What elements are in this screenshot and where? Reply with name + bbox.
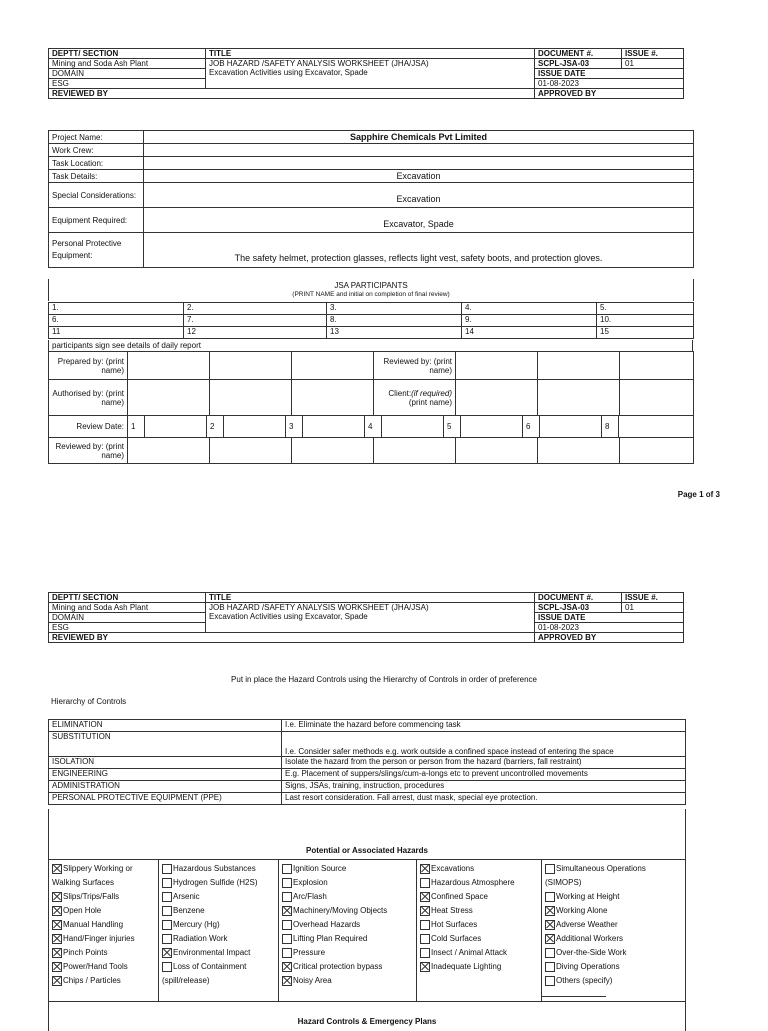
hazard-col-5 xyxy=(542,860,686,1002)
empty-checkbox-icon[interactable] xyxy=(420,934,430,944)
doc-value: SCPL-JSA-03 xyxy=(535,59,622,69)
hazard-label: Cold Surfaces xyxy=(431,934,482,943)
participant-cell[interactable]: 9. xyxy=(462,315,597,327)
reviewed2-table xyxy=(48,437,694,464)
hazard-item xyxy=(52,974,155,988)
prepared-by-cell-2[interactable] xyxy=(210,352,292,380)
hierarchy-desc: Isolate the hazard from the person or person from the hazard (barriers, fall restraint) xyxy=(282,757,686,769)
review-number: 1 xyxy=(128,416,145,438)
checked-checkbox-icon[interactable] xyxy=(545,934,555,944)
checked-checkbox-icon[interactable] xyxy=(52,906,62,916)
approved-by-label: APPROVED BY xyxy=(535,89,684,99)
domain-label-2: DOMAIN xyxy=(49,613,206,623)
hierarchy-name: ADMINISTRATION xyxy=(49,781,282,793)
reviewed-by-cell-3[interactable] xyxy=(620,352,694,380)
hazard-label: Chips / Particles xyxy=(63,976,121,985)
controls-title: Hazard Controls & Emergency Plans xyxy=(297,1017,437,1026)
hazard-item xyxy=(162,904,275,918)
hazard-item xyxy=(282,918,413,932)
hazard-label: Hydrogen Sulfide (H2S) xyxy=(173,878,258,887)
prepared-by-label: Prepared by: (print name) xyxy=(49,352,128,380)
hazard-label: Mercury (Hg) xyxy=(173,920,220,929)
hazard-label: Slips/Trips/Falls xyxy=(63,892,120,901)
hazard-label: Heat Stress xyxy=(431,906,473,915)
reviewed2-cell-7[interactable] xyxy=(620,438,694,464)
issue-label: ISSUE #. xyxy=(622,49,684,59)
empty-checkbox-icon[interactable] xyxy=(545,962,555,972)
hazard-label: Excavations xyxy=(431,864,475,873)
doc-label-2: DOCUMENT #. xyxy=(535,593,622,603)
hazard-col-3 xyxy=(279,860,417,1002)
prepared-by-cell-3[interactable] xyxy=(292,352,374,380)
hazard-item xyxy=(282,960,413,974)
hazard-item xyxy=(162,918,275,932)
review-number: 4 xyxy=(365,416,382,438)
empty-checkbox-icon[interactable] xyxy=(545,864,555,874)
hazard-item xyxy=(52,918,155,932)
empty-checkbox-icon[interactable] xyxy=(282,892,292,902)
hazard-label: Open Hole xyxy=(63,906,102,915)
empty-checkbox-icon[interactable] xyxy=(162,878,172,888)
checked-checkbox-icon[interactable] xyxy=(52,934,62,944)
hazard-item xyxy=(420,904,538,918)
hazard-item xyxy=(545,862,682,876)
hierarchy-name: PERSONAL PROTECTIVE EQUIPMENT (PPE) xyxy=(49,793,282,805)
hazard-label: (SIMOPS) xyxy=(545,878,582,887)
review-date-cell[interactable] xyxy=(303,416,365,438)
domain-value-2: ESG xyxy=(49,623,206,633)
participant-cell[interactable]: 4. xyxy=(462,303,597,315)
hierarchy-desc: I.e. Eliminate the hazard before commencing task xyxy=(282,720,686,732)
hazard-item xyxy=(52,890,155,904)
dept-label-2: DEPTT/ SECTION xyxy=(49,593,206,603)
empty-checkbox-icon[interactable] xyxy=(545,948,555,958)
empty-checkbox-icon[interactable] xyxy=(420,878,430,888)
hazard-item xyxy=(282,862,413,876)
hazard-label: Ignition Source xyxy=(293,864,347,873)
hazard-item xyxy=(282,946,413,960)
hazard-label: Confined Space xyxy=(431,892,488,901)
authorised-cell-2[interactable] xyxy=(210,380,292,416)
reviewed-by-sign-label: Reviewed by: (print name) xyxy=(374,352,456,380)
hazard-label: Over-the-Side Work xyxy=(556,948,627,957)
hazard-item xyxy=(162,974,275,988)
empty-checkbox-icon[interactable] xyxy=(282,878,292,888)
review-date-table xyxy=(48,415,694,438)
hierarchy-name: ISOLATION xyxy=(49,757,282,769)
reviewed2-cell-5[interactable] xyxy=(456,438,538,464)
hazard-item xyxy=(52,904,155,918)
issue-label-2: ISSUE #. xyxy=(622,593,684,603)
approved-by-label-2: APPROVED BY xyxy=(535,633,684,643)
participants-table xyxy=(48,302,694,339)
issue-value: 01 xyxy=(622,59,684,69)
hazard-item xyxy=(162,890,275,904)
project-table xyxy=(48,130,694,268)
issue-date-value-2: 01-08-2023 xyxy=(535,623,684,633)
participant-cell[interactable]: 8. xyxy=(327,315,462,327)
project-name-value[interactable]: Sapphire Chemicals Pvt Limited xyxy=(144,131,694,144)
task-details-label: Task Details: xyxy=(49,170,144,183)
empty-checkbox-icon[interactable] xyxy=(162,864,172,874)
hazard-label: Benzene xyxy=(173,906,205,915)
empty-checkbox-icon[interactable] xyxy=(162,934,172,944)
dept-value-2: Mining and Soda Ash Plant xyxy=(49,603,206,613)
participant-cell[interactable]: 7. xyxy=(184,315,327,327)
hazard-label: Others (specify) xyxy=(556,976,613,985)
hazard-item xyxy=(545,974,682,988)
issue-date-label: ISSUE DATE xyxy=(535,69,684,79)
hazard-item xyxy=(545,932,682,946)
checked-checkbox-icon[interactable] xyxy=(52,948,62,958)
empty-checkbox-icon[interactable] xyxy=(282,920,292,930)
hazard-item xyxy=(282,974,413,988)
hazard-item xyxy=(162,946,275,960)
hazard-label: Hot Surfaces xyxy=(431,920,478,929)
checked-checkbox-icon[interactable] xyxy=(282,962,292,972)
task-location-value[interactable] xyxy=(144,157,694,170)
hierarchy-heading: Hierarchy of Controls xyxy=(51,697,127,706)
hazard-label: Critical protection bypass xyxy=(293,962,383,971)
checked-checkbox-icon[interactable] xyxy=(420,962,430,972)
hazard-item xyxy=(282,890,413,904)
participant-cell[interactable]: 6. xyxy=(49,315,184,327)
project-name-label: Project Name: xyxy=(49,131,144,144)
review-number: 8 xyxy=(602,416,619,438)
issue-value-2: 01 xyxy=(622,603,684,613)
review-date-label: Review Date: xyxy=(49,416,128,438)
domain-value: ESG xyxy=(49,79,206,89)
authorised-cell-3[interactable] xyxy=(292,380,374,416)
participant-cell[interactable]: 14 xyxy=(462,327,597,339)
hierarchy-name: ELIMINATION xyxy=(49,720,282,732)
hazard-item xyxy=(545,960,682,974)
reviewed2-cell-3[interactable] xyxy=(292,438,374,464)
checked-checkbox-icon[interactable] xyxy=(545,920,555,930)
equipment-label: Equipment Required: xyxy=(49,208,144,233)
hazard-label: Slippery Working or xyxy=(63,864,133,873)
hazard-label: Overhead Hazards xyxy=(293,920,361,929)
checked-checkbox-icon[interactable] xyxy=(282,906,292,916)
empty-checkbox-icon[interactable] xyxy=(282,948,292,958)
participant-cell[interactable]: 10. xyxy=(597,315,694,327)
hazard-label: Explosion xyxy=(293,878,328,887)
hazards-table xyxy=(48,859,686,1002)
hazard-label: Walking Surfaces xyxy=(52,878,114,887)
hazard-label: Environmental Impact xyxy=(173,948,251,957)
review-date-cell[interactable] xyxy=(145,416,207,438)
special-considerations-label: Special Considerations: xyxy=(49,183,144,208)
hierarchy-desc: E.g. Placement of suppers/slings/cum-a-longs etc to prevent uncontrolled movements xyxy=(282,769,686,781)
checked-checkbox-icon[interactable] xyxy=(282,976,292,986)
hazard-label: Diving Operations xyxy=(556,962,620,971)
review-number: 2 xyxy=(207,416,224,438)
hierarchy-instruction: Put in place the Hazard Controls using the Hierarchy of Controls in order of preference xyxy=(231,675,537,684)
hazard-item xyxy=(420,890,538,904)
header-table-2 xyxy=(48,592,684,643)
hierarchy-table xyxy=(48,719,686,805)
review-number: 6 xyxy=(523,416,540,438)
reviewed-by-label-2: REVIEWED BY xyxy=(49,633,535,643)
hazard-label: Hazardous Atmosphere xyxy=(431,878,515,887)
hazard-col-2 xyxy=(159,860,279,1002)
checked-checkbox-icon[interactable] xyxy=(52,920,62,930)
domain-label: DOMAIN xyxy=(49,69,206,79)
hazard-item xyxy=(162,960,275,974)
hazard-item xyxy=(282,932,413,946)
reviewed2-label: Reviewed by: (print name) xyxy=(49,438,128,464)
reviewed2-cell-1[interactable] xyxy=(128,438,210,464)
equipment-value[interactable]: Excavator, Spade xyxy=(144,208,694,233)
hazard-label: Working Alone xyxy=(556,906,608,915)
participant-cell[interactable]: 11 xyxy=(49,327,184,339)
hazard-item xyxy=(52,960,155,974)
client-cell-2[interactable] xyxy=(538,380,620,416)
reviewed-by-cell-1[interactable] xyxy=(456,352,538,380)
review-date-cell[interactable] xyxy=(224,416,286,438)
client-cell-3[interactable] xyxy=(620,380,694,416)
signoff-table xyxy=(48,351,694,416)
hazard-label: Adverse Weather xyxy=(556,920,618,929)
task-details-value[interactable]: Excavation xyxy=(144,170,694,183)
empty-checkbox-icon[interactable] xyxy=(162,892,172,902)
reviewed-by-label: REVIEWED BY xyxy=(49,89,535,99)
hazard-item xyxy=(545,946,682,960)
authorised-by-label: Authorised by: (print name) xyxy=(49,380,128,416)
participants-title: JSA PARTICIPANTS xyxy=(334,281,408,290)
others-underline xyxy=(542,996,606,997)
hazard-label: Insect / Animal Attack xyxy=(431,948,508,957)
checked-checkbox-icon[interactable] xyxy=(420,864,430,874)
issue-date-value: 01-08-2023 xyxy=(535,79,684,89)
hazard-label: Lifting Plan Required xyxy=(293,934,368,943)
hazard-item xyxy=(545,918,682,932)
hazard-item xyxy=(52,932,155,946)
review-date-cell[interactable] xyxy=(540,416,602,438)
work-crew-label: Work Crew: xyxy=(49,144,144,157)
hazard-label: Manual Handling xyxy=(63,920,124,929)
dept-value: Mining and Soda Ash Plant xyxy=(49,59,206,69)
title-value-2: JOB HAZARD /SAFETY ANALYSIS WORKSHEET (JHA/JSA) Excavation Activities using Excavator, Spade xyxy=(206,603,535,633)
reviewed2-cell-6[interactable] xyxy=(538,438,620,464)
hazard-item xyxy=(545,890,682,904)
hierarchy-name: ENGINEERING xyxy=(49,769,282,781)
checked-checkbox-icon[interactable] xyxy=(52,962,62,972)
hazard-label: Hazardous Substances xyxy=(173,864,256,873)
doc-value-2: SCPL-JSA-03 xyxy=(535,603,622,613)
header-table-1 xyxy=(48,48,684,99)
participants-heading xyxy=(48,279,694,301)
empty-checkbox-icon[interactable] xyxy=(162,962,172,972)
hazard-item xyxy=(162,862,275,876)
authorised-cell-1[interactable] xyxy=(128,380,210,416)
hazard-item xyxy=(420,946,538,960)
checked-checkbox-icon[interactable] xyxy=(162,948,172,958)
hazard-item xyxy=(52,876,155,890)
reviewed2-cell-2[interactable] xyxy=(210,438,292,464)
hierarchy-desc: I.e. Consider safer methods e.g. work outside a confined space instead of entering the space xyxy=(282,732,686,757)
hazard-label: Additional Workers xyxy=(556,934,623,943)
ppe-value[interactable]: The safety helmet, protection glasses, reflects light vest, safety boots, and protection gloves. xyxy=(144,233,694,268)
review-number: 3 xyxy=(286,416,303,438)
hazard-item xyxy=(545,904,682,918)
hierarchy-desc: Last resort consideration. Fall arrest, dust mask, special eye protection. xyxy=(282,793,686,805)
checked-checkbox-icon[interactable] xyxy=(52,892,62,902)
hazard-item xyxy=(545,876,682,890)
review-number: 5 xyxy=(444,416,461,438)
title-value: JOB HAZARD /SAFETY ANALYSIS WORKSHEET (JHA/JSA) Excavation Activities using Excavator, Spade xyxy=(206,59,535,89)
hazard-item xyxy=(420,862,538,876)
hazard-item xyxy=(162,876,275,890)
hazard-label: Radiation Work xyxy=(173,934,228,943)
hazard-item xyxy=(420,932,538,946)
hazard-label: Pressure xyxy=(293,948,326,957)
task-location-label: Task Location: xyxy=(49,157,144,170)
reviewed-by-cell-2[interactable] xyxy=(538,352,620,380)
hierarchy-desc: Signs, JSAs, training, instruction, procedures xyxy=(282,781,686,793)
controls-box xyxy=(48,1001,686,1031)
hazards-box xyxy=(48,809,686,859)
reviewed2-cell-4[interactable] xyxy=(374,438,456,464)
hazard-item xyxy=(420,876,538,890)
hazard-item xyxy=(52,862,155,876)
hazard-label: Hand/Finger injuries xyxy=(63,934,135,943)
hazard-col-1 xyxy=(49,860,159,1002)
issue-date-label-2: ISSUE DATE xyxy=(535,613,684,623)
participant-cell[interactable]: 2. xyxy=(184,303,327,315)
hazard-item xyxy=(420,960,538,974)
prepared-by-cell-1[interactable] xyxy=(128,352,210,380)
participant-cell[interactable]: 12 xyxy=(184,327,327,339)
participants-note: participants sign see details of daily report xyxy=(48,340,693,351)
hazard-label: Power/Hand Tools xyxy=(63,962,128,971)
review-date-cell[interactable] xyxy=(382,416,444,438)
empty-checkbox-icon[interactable] xyxy=(420,920,430,930)
participant-cell[interactable]: 3. xyxy=(327,303,462,315)
hazard-label: Loss of Containment xyxy=(173,962,247,971)
hierarchy-name: SUBSTITUTION xyxy=(49,732,282,757)
empty-checkbox-icon[interactable] xyxy=(282,864,292,874)
doc-label: DOCUMENT #. xyxy=(535,49,622,59)
title-label: TITLE xyxy=(206,49,535,59)
hazard-label: Arsenic xyxy=(173,892,200,901)
checked-checkbox-icon[interactable] xyxy=(420,906,430,916)
hazard-label: Arc/Flash xyxy=(293,892,327,901)
participant-cell[interactable]: 5. xyxy=(597,303,694,315)
empty-checkbox-icon[interactable] xyxy=(162,920,172,930)
hazard-item xyxy=(282,876,413,890)
checked-checkbox-icon[interactable] xyxy=(52,976,62,986)
client-cell-1[interactable] xyxy=(456,380,538,416)
hazard-item xyxy=(162,932,275,946)
review-date-cell[interactable] xyxy=(461,416,523,438)
empty-checkbox-icon[interactable] xyxy=(162,906,172,916)
title-label-2: TITLE xyxy=(206,593,535,603)
ppe-label: Personal Protective Equipment: xyxy=(49,233,144,268)
checked-checkbox-icon[interactable] xyxy=(52,864,62,874)
hazard-label: Machinery/Moving Objects xyxy=(293,906,388,915)
hazard-label: (spill/release) xyxy=(162,976,210,985)
special-considerations-value[interactable]: Excavation xyxy=(144,183,694,208)
participant-cell[interactable]: 15 xyxy=(597,327,694,339)
client-label: Client:(if required) (print name) xyxy=(374,380,456,416)
hazard-item xyxy=(282,904,413,918)
hazard-item xyxy=(52,946,155,960)
page-number: Page 1 of 3 xyxy=(677,490,720,499)
review-date-cell[interactable] xyxy=(619,416,694,438)
hazard-label: Noisy Area xyxy=(293,976,332,985)
hazard-label: Working at Height xyxy=(556,892,620,901)
dept-label: DEPTT/ SECTION xyxy=(49,49,206,59)
work-crew-value[interactable] xyxy=(144,144,694,157)
hazard-label: Pinch Points xyxy=(63,948,108,957)
participant-cell[interactable]: 1. xyxy=(49,303,184,315)
participants-subtitle: (PRINT NAME and initial on completion of final review) xyxy=(292,291,450,298)
checked-checkbox-icon[interactable] xyxy=(420,892,430,902)
hazard-label: Simultaneous Operations xyxy=(556,864,646,873)
empty-checkbox-icon[interactable] xyxy=(282,934,292,944)
empty-checkbox-icon[interactable] xyxy=(545,976,555,986)
hazard-label: Inadequate Lighting xyxy=(431,962,502,971)
hazard-col-4 xyxy=(417,860,542,1002)
hazards-title: Potential or Associated Hazards xyxy=(306,846,428,855)
checked-checkbox-icon[interactable] xyxy=(545,906,555,916)
empty-checkbox-icon[interactable] xyxy=(545,892,555,902)
empty-checkbox-icon[interactable] xyxy=(420,948,430,958)
hazard-item xyxy=(420,918,538,932)
participant-cell[interactable]: 13 xyxy=(327,327,462,339)
